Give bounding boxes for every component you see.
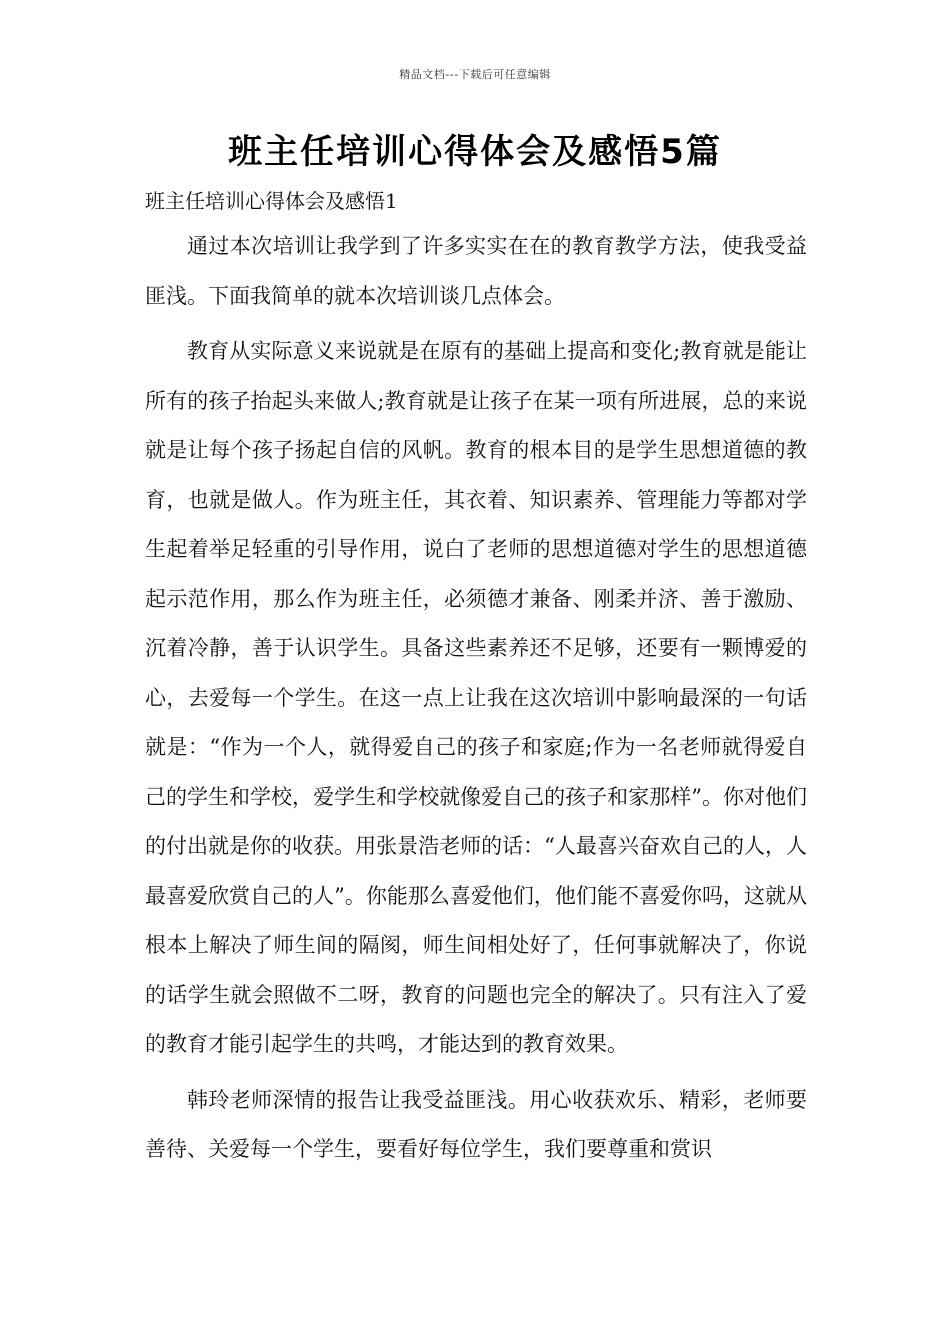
header-note: 精品文档---下载后可任意编辑 (399, 68, 551, 81)
document-title: 班主任培训心得体会及感悟5篇 (228, 132, 722, 172)
paragraph-3: 韩玲老师深情的报告让我受益匪浅。用心收获欢乐、精彩，老师要善待、关爱每一个学生，要看好每位学生，我们要尊重和赏识 (145, 1087, 807, 1161)
paragraph-2: 教育从实际意义来说就是在原有的基础上提高和变化;教育就是能让所有的孩子抬起头来做人;教育就是让孩子在某一项有所进展，总的来说就是让每个孩子扬起自信的风帆。教育的根本目的是学生思想道德的教育，也就是做人。作为班主任，其衣着、知识素养、管理能力等都对学生起着举足轻重的引导作用，说白了老师的思想道德对学生的思想道德起示范作用，那么作为班主任，必须德才兼备、刚柔并济、善于激励、沉着冷静，善于认识学生。具备这些素养还不足够，还要有一颗博爱的心，去爱每一个学生。在这一点上让我在这次培训中影响最深的一句话就是：“作为一个人，就得爱自己的孩子和家庭;作为一名老师就得爱自己的学生和学校，爱学生和学校就像爱自己的孩子和家那样”。你对他们的付出就是你的收获。用张景浩老师的话：“人最喜兴奋欢自己的人，人最喜爱欣赏自己的人”。你能那么喜爱他们，他们能不喜爱你吗，这就从根本上解决了师生间的隔阂，师生间相处好了，任何事就解决了，你说的话学生就会照做不二呀，教育的问题也完全的解决了。只有注入了爱的教育才能引起学生的共鸣，才能达到的教育效果。 (145, 339, 807, 1056)
section-heading: 班主任培训心得体会及感悟1 (145, 189, 398, 213)
paragraph-1: 通过本次培训让我学到了许多实实在在的教育教学方法，使我受益匪浅。下面我简单的就本次培训谈几点体会。 (145, 234, 807, 308)
document-body (145, 184, 807, 1181)
